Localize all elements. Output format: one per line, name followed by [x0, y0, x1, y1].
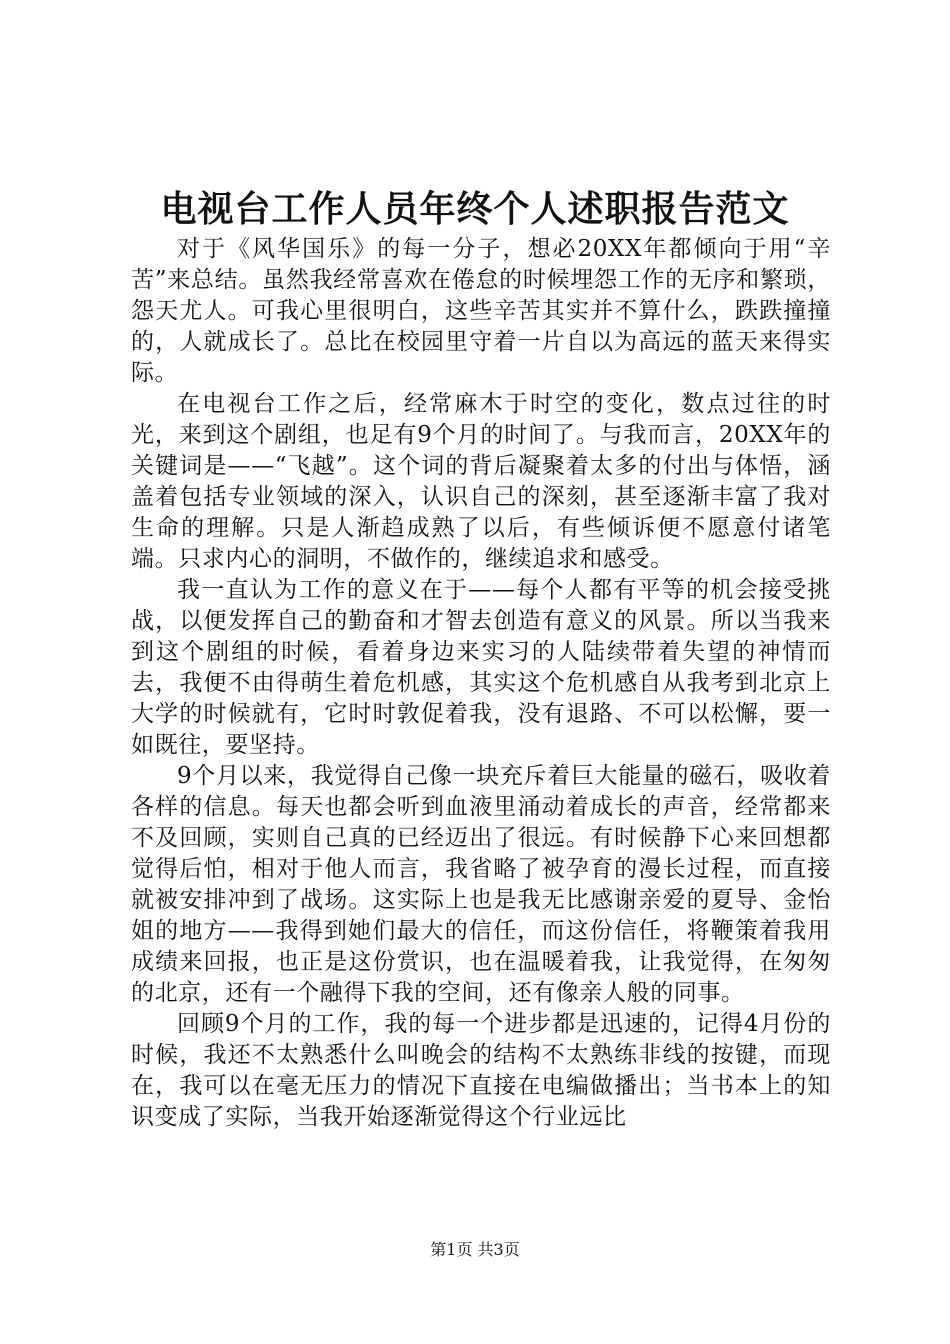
paragraph: 在电视台工作之后，经常麻木于时空的变化，数点过往的时光，来到这个剧组，也足有9个月的时间了。与我而言，20XX年的关键词是——“飞越”。这个词的背后凝聚着太多的付出与体悟，涵盖着包括专业领域的深入，认识自己的深刻，甚至逐渐丰富了我对生命的理解。只是人渐趋成熟了以后，有些倾诉便不愿意付诸笔端。只求内心的洞明，不做作的，继续追求和感受。: [131, 391, 831, 572]
paragraph: 对于《风华国乐》的每一分子，想必20XX年都倾向于用“辛苦”来总结。虽然我经常喜欢在倦怠的时候埋怨工作的无序和繁琐，怨天尤人。可我心里很明白，这些辛苦其实并不算什么，跌跌撞撞的，人就成长了。总比在校园里守着一片自以为高远的蓝天来得实际。: [131, 236, 831, 386]
document-title: 电视台工作人员年终个人述职报告范文: [160, 188, 790, 230]
paragraph: 回顾9个月的工作，我的每一个进步都是迅速的，记得4月份的时候，我还不太熟悉什么叫晚会的结构不太熟练非线的按键，而现在，我可以在毫无压力的情况下直接在电编做播出；当书本上的知识变成了实际，当我开始逐渐觉得这个行业远比: [131, 1011, 831, 1130]
paragraph: 我一直认为工作的意义在于——每个人都有平等的机会接受挑战，以便发挥自己的勤奋和才智去创造有意义的风景。所以当我来到这个剧组的时候，看着身边来实习的人陆续带着失望的神情而去，我便不由得萌生着危机感，其实这个危机感自从我考到北京上大学的时候就有，它时时敦促着我，没有退路、不可以松懈，要一如既往，要坚持。: [131, 577, 831, 758]
document-body: [131, 234, 831, 1133]
page-number-footer: 第1页 共3页: [430, 1240, 520, 1259]
paragraph: 9个月以来，我觉得自己像一块充斥着巨大能量的磁石，吸收着各样的信息。每天也都会听到血液里涌动着成长的声音，经常都来不及回顾，实则自己真的已经迈出了很远。有时候静下心来回想都觉得后怕，相对于他人而言，我省略了被孕育的漫长过程，而直接就被安排冲到了战场。这实际上也是我无比感谢亲爱的夏导、金怡姐的地方——我得到她们最大的信任，而这份信任，将鞭策着我用成绩来回报，也正是这份赏识，也在温暖着我，让我觉得，在匆匆的北京，还有一个融得下我的空间，还有像亲人般的同事。: [131, 763, 831, 1006]
